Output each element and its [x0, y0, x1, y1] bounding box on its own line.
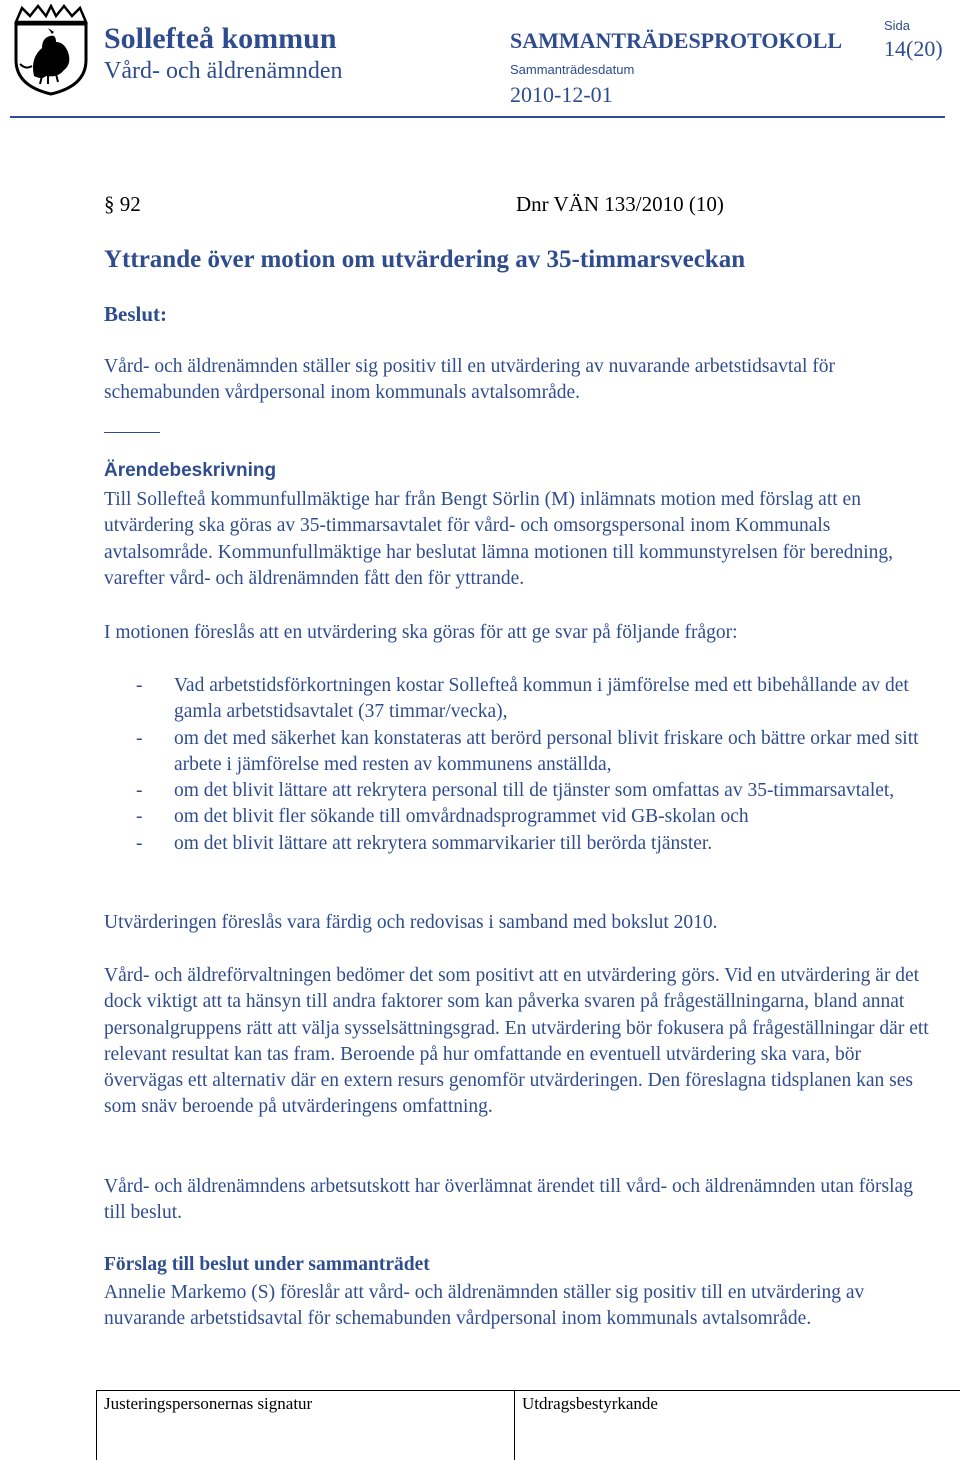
case-number: Dnr VÄN 133/2010 (10) — [516, 192, 724, 216]
department-name: Vård- och äldrenämnden — [104, 58, 343, 84]
decision-text: Vård- och äldrenämnden ställer sig positiv till en utvärdering av nuvarande arbetstidsavtal för schemabunden vårdpersonal inom kommunals avtalsområde. — [104, 356, 836, 403]
motion-intro-paragraph: I motionen föreslås att en utvärdering ska göras för att ge svar på följande frågor: — [104, 622, 738, 643]
certification-label: Utdragsbestyrkande — [522, 1394, 658, 1413]
organization-name: Sollefteå kommun — [104, 22, 337, 55]
signature-label: Justeringspersonernas signatur — [104, 1394, 313, 1413]
list-item-text: om det blivit fler sökande till omvårdnadsprogrammet vid GB-skolan och — [174, 806, 749, 828]
short-divider — [104, 432, 160, 433]
administration-assessment-paragraph: Vård- och äldreförvaltningen bedömer det som positivt att en utvärdering görs. Vid en utvärdering är det dock viktigt att ta hänsyn till andra faktorer som kan påverka svaren på frågeställningarna, bland annat personalgruppens rätt att välja sysselsättningsgrad. En utvärdering bör fokusera på frågeställningar där ett relevant resultat kan tas fram. Beroende på hur omfattande en eventuell utvärdering ska vara, bör övervägas ett alternativ där en extern resurs genomför utvärderingen. Den föreslagna tidsplanen kan ses som snäv beroende på utvärderingens omfattning. — [104, 965, 929, 1118]
meeting-date-value: 2010-12-01 — [510, 82, 613, 107]
case-description-paragraph: Till Sollefteå kommunfullmäktige har från Bengt Sörlin (M) inlämnats motion med förslag att en utvärdering ska göras av 35-timmarsavtalet för vård- och omsorgspersonal inom Kommunals avtalsområde. Kommunfullmäktige har beslutat lämna motionen till kommunstyrelsen för beredning, varefter vård- och äldrenämnden fått den för yttrande. — [104, 489, 894, 589]
list-item: - om det blivit lättare att rekrytera personal till de tjänster som omfattas av 35-timmarsavtalet, — [136, 780, 895, 802]
header-divider — [10, 116, 945, 118]
protocol-title: SAMMANTRÄDESPROTOKOLL — [510, 28, 843, 53]
list-item: - om det med säkerhet kan konstateras att berörd personal blivit friskare och bättre orkar med sitt arbete i jämförelse med resten av kommunens anställda, — [136, 727, 919, 775]
proposal-paragraph: Annelie Markemo (S) föreslår att vård- och äldrenämnden ställer sig positiv till en utvärdering av nuvarande arbetstidsavtal för schemabunden vårdpersonal inom kommunals avtalsområde. — [104, 1282, 865, 1330]
list-item-text: om det blivit lättare att rekrytera personal till de tjänster som omfattas av 35-timmarsavtalet, — [174, 780, 895, 802]
case-description-heading: Ärendebeskrivning — [104, 460, 277, 481]
list-item-text: om det med säkerhet kan konstateras att berörd personal blivit friskare och bättre orkar med sitt arbete i jämförelse med resten av kommunens anställda, — [174, 727, 919, 775]
section-number: § 92 — [104, 192, 141, 216]
list-item: - om det blivit lättare att rekrytera sommarvikarier till berörda tjänster. — [136, 832, 713, 854]
list-item-text: om det blivit lättare att rekrytera sommarvikarier till berörda tjänster. — [174, 832, 713, 854]
coat-of-arms-logo — [12, 4, 90, 96]
meeting-date-label: Sammanträdesdatum — [510, 62, 635, 77]
list-item-text: Vad arbetstidsförkortningen kostar Sollefteå kommun i jämförelse med ett bibehållande av det gamla arbetstidsavtalet (37 timmar/vecka), — [174, 675, 909, 723]
proposal-heading: Förslag till beslut under sammanträdet — [104, 1254, 430, 1275]
committee-referral-paragraph: Vård- och äldrenämndens arbetsutskott har överlämnat ärendet till vård- och äldrenämnden utan förslag till beslut. — [104, 1176, 913, 1224]
item-title: Yttrande över motion om utvärdering av 35-timmarsveckan — [104, 246, 746, 273]
page-label: Sida — [884, 18, 911, 33]
question-list — [104, 673, 934, 857]
signature-footer-divider — [514, 1390, 515, 1460]
list-item: - Vad arbetstidsförkortningen kostar Sollefteå kommun i jämförelse med ett bibehållande av det gamla arbetstidsavtalet (37 timmar/vecka), — [136, 675, 909, 723]
list-item: - om det blivit fler sökande till omvårdnadsprogrammet vid GB-skolan och — [136, 806, 749, 828]
timeline-paragraph: Utvärderingen föreslås vara färdig och redovisas i samband med bokslut 2010. — [104, 912, 718, 933]
page-number: 14(20) — [884, 36, 943, 61]
decision-label: Beslut: — [104, 302, 167, 326]
